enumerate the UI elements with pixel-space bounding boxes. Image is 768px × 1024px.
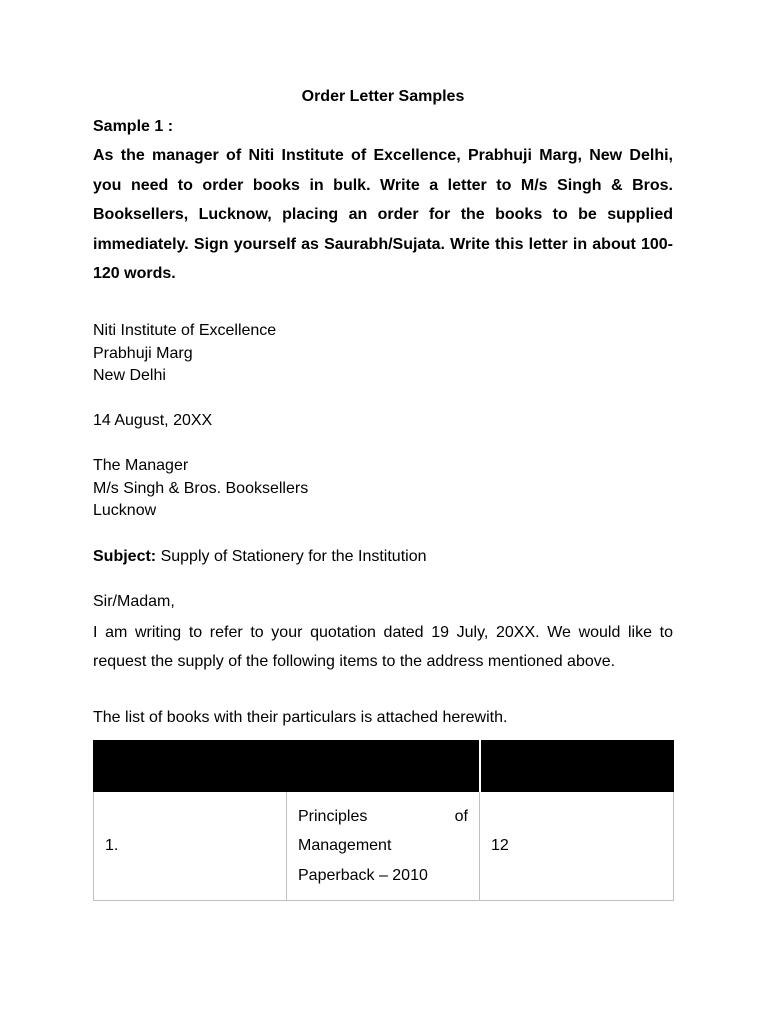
table-header-cell (480, 741, 674, 792)
list-note: The list of books with their particulars is attached herewith. (93, 709, 508, 726)
sender-line: Niti Institute of Excellence (93, 322, 277, 339)
subject-label: Subject: (93, 548, 157, 565)
sender-line: Prabhuji Marg (93, 344, 193, 362)
recipient-line: The Manager (93, 457, 189, 474)
salutation-text: Sir/Madam, (93, 593, 175, 610)
date-text: 14 August, 20XX (93, 412, 213, 429)
recipient-address (93, 455, 673, 523)
sample-label: Sample 1 : (93, 118, 174, 135)
desc-word: of (454, 807, 468, 825)
question-prompt: As the manager of Niti Institute of Excellence, Prabhuji Marg, New Delhi, you need to order books in bulk. Write a letter to M/s Singh & Bros. Booksellers, Lucknow, placing an order for the books to be supplied immediately. Sign yourself as Saurabh/Sujata. Write this letter in about 100-120 words. (93, 147, 673, 282)
table-row (94, 792, 674, 901)
desc-word: Principles (298, 807, 368, 825)
book-description-cell (287, 792, 480, 901)
subject-text: Supply of Stationery for the Institution (156, 548, 427, 565)
serial-cell: 1. (94, 792, 287, 901)
desc-line: Paperback – 2010 (298, 866, 428, 884)
items-table (93, 740, 674, 901)
recipient-line: Lucknow (93, 502, 157, 519)
table-header-cell (287, 741, 480, 792)
table-header-cell (94, 741, 287, 792)
sender-address (93, 320, 673, 388)
sender-line: New Delhi (93, 367, 166, 384)
table-header-row (94, 741, 674, 792)
letter-body: I am writing to refer to your quotation dated 19 July, 20XX. We would like to request the supply of the following items to the address mentioned above. (93, 624, 673, 670)
quantity-cell: 12 (480, 792, 674, 901)
subject-line (93, 546, 673, 569)
letter-date (93, 410, 673, 433)
recipient-line: M/s Singh & Bros. Booksellers (93, 479, 309, 497)
document-title: Order Letter Samples (301, 88, 465, 105)
desc-line: Management (298, 837, 392, 855)
salutation (93, 591, 673, 614)
